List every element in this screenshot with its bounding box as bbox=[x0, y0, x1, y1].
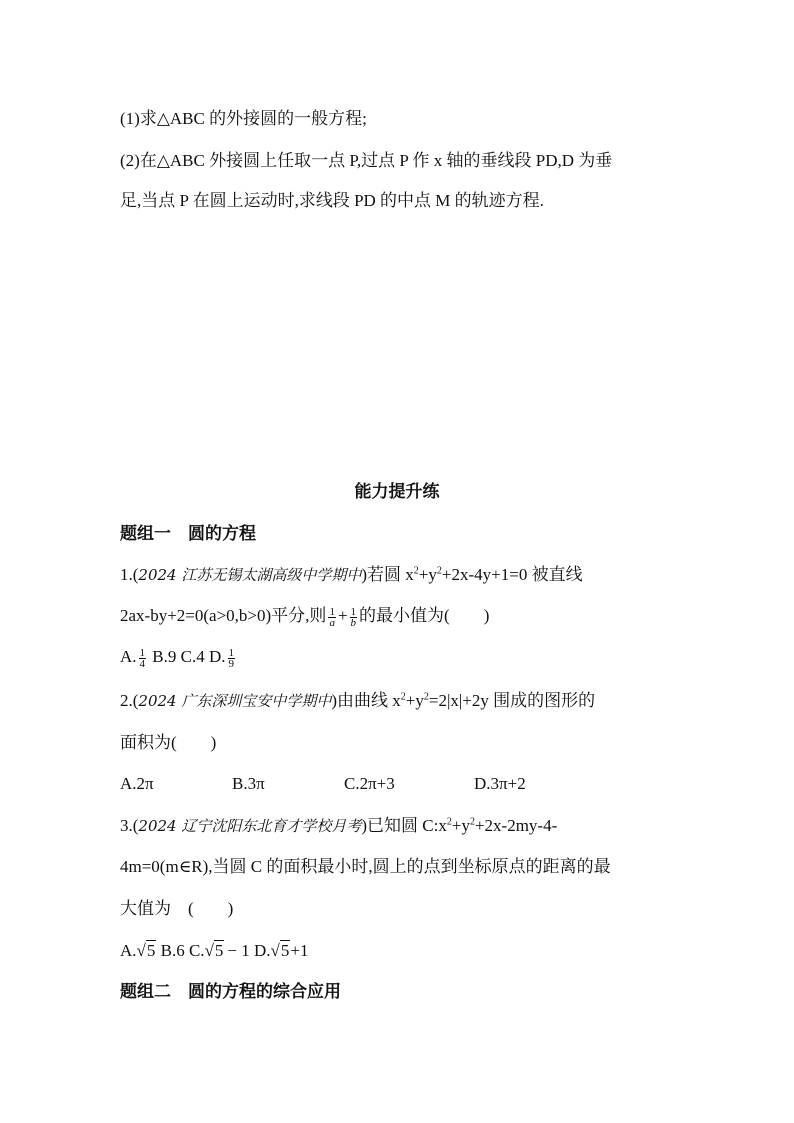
superscript: 2 bbox=[413, 565, 419, 577]
superscript: 2 bbox=[436, 565, 442, 577]
question-3-line-3: 大值为 ( ) bbox=[120, 899, 234, 918]
sqrt-5: √5 bbox=[270, 941, 290, 960]
option-c: C.2π+3 bbox=[344, 774, 395, 793]
question-3-options bbox=[120, 940, 308, 962]
question-2-options bbox=[120, 773, 526, 795]
superscript: 2 bbox=[423, 691, 429, 703]
radicand: 5 bbox=[214, 941, 224, 960]
q1-number: 1.( bbox=[120, 565, 139, 584]
superscript: 2 bbox=[446, 816, 452, 828]
sqrt-5: √5 bbox=[204, 941, 224, 960]
question-1-line-2 bbox=[120, 605, 489, 628]
question-3-line-2: 4m=0(m∈R),当圆 C 的面积最小时,圆上的点到坐标原点的距离的最 bbox=[120, 857, 611, 876]
fraction-1-over-4 bbox=[139, 648, 147, 669]
fraction-1-over-9 bbox=[228, 648, 236, 669]
option-d: D. bbox=[208, 647, 226, 666]
q3-source: 2024 辽宁沈阳东北育才学校月考 bbox=[138, 817, 362, 835]
q1-text: 的最小值为( ) bbox=[359, 606, 490, 625]
sqrt-5: √5 bbox=[136, 941, 156, 960]
denominator: 9 bbox=[228, 657, 234, 670]
radicand: 5 bbox=[280, 941, 290, 960]
option-d-tail: +1 bbox=[290, 941, 309, 960]
option-d: D.3π+2 bbox=[474, 774, 526, 793]
question-2-line-2: 面积为( ) bbox=[120, 733, 217, 752]
q3-text: )已知圆 C:x bbox=[361, 816, 447, 835]
radicand: 5 bbox=[146, 941, 156, 960]
option-a: A. bbox=[120, 647, 137, 666]
superscript: 2 bbox=[400, 691, 406, 703]
q1-text: +2x-4y+1=0 被直线 bbox=[441, 565, 583, 584]
fraction-1-over-b bbox=[350, 607, 358, 628]
option-b: B.3π bbox=[232, 774, 265, 793]
denominator: 4 bbox=[139, 657, 146, 670]
q2-text: +y bbox=[405, 691, 424, 710]
plus-sign: + bbox=[337, 606, 348, 625]
denominator: a bbox=[329, 616, 335, 629]
section-title: 能力提升练 bbox=[354, 482, 440, 502]
q3-text: +2x-2my-4- bbox=[474, 816, 558, 835]
q1-text: +y bbox=[418, 565, 437, 584]
problem-1: (1)求△ABC 的外接圆的一般方程; bbox=[120, 109, 367, 128]
superscript: 2 bbox=[469, 816, 475, 828]
numerator: 1 bbox=[329, 605, 335, 618]
q3-text: +y bbox=[451, 816, 470, 835]
q1-source: 2024 江苏无锡太湖高级中学期中 bbox=[138, 566, 362, 584]
numerator: 1 bbox=[139, 646, 146, 659]
q2-text: =2|x|+2y 围成的图形的 bbox=[428, 691, 596, 710]
problem-2-line-1: (2)在△ABC 外接圆上任取一点 P,过点 P 作 x 轴的垂线段 PD,D 为垂 bbox=[120, 151, 613, 170]
fraction-1-over-a bbox=[328, 607, 336, 628]
q2-source: 2024 广东深圳宝安中学期中 bbox=[138, 692, 332, 710]
question-1-line-1 bbox=[120, 564, 583, 586]
group-2-title: 题组二 圆的方程的综合应用 bbox=[120, 982, 341, 1002]
option-c-tail: − 1 bbox=[227, 941, 250, 960]
q1-text: )若圆 x bbox=[361, 565, 414, 584]
question-1-options bbox=[120, 646, 237, 669]
q1-text: 2ax-by+2=0(a>0,b>0)平分,则 bbox=[120, 606, 327, 625]
option-a: A.2π bbox=[120, 774, 154, 793]
group-1-title: 题组一 圆的方程 bbox=[120, 524, 256, 544]
option-a: A. bbox=[120, 941, 137, 960]
question-2-line-1 bbox=[120, 690, 595, 712]
q2-text: )由曲线 x bbox=[331, 691, 401, 710]
numerator: 1 bbox=[228, 646, 234, 659]
option-c: C.4 bbox=[180, 647, 205, 666]
q2-number: 2.( bbox=[120, 691, 139, 710]
q3-number: 3.( bbox=[120, 816, 139, 835]
option-b: B.6 C. bbox=[156, 941, 205, 960]
question-3-line-1 bbox=[120, 815, 557, 837]
problem-2-line-2: 足,当点 P 在圆上运动时,求线段 PD 的中点 M 的轨迹方程. bbox=[120, 191, 544, 210]
option-d: D. bbox=[249, 941, 271, 960]
denominator: b bbox=[350, 616, 357, 629]
option-b: B.9 bbox=[152, 647, 177, 666]
numerator: 1 bbox=[350, 605, 357, 618]
